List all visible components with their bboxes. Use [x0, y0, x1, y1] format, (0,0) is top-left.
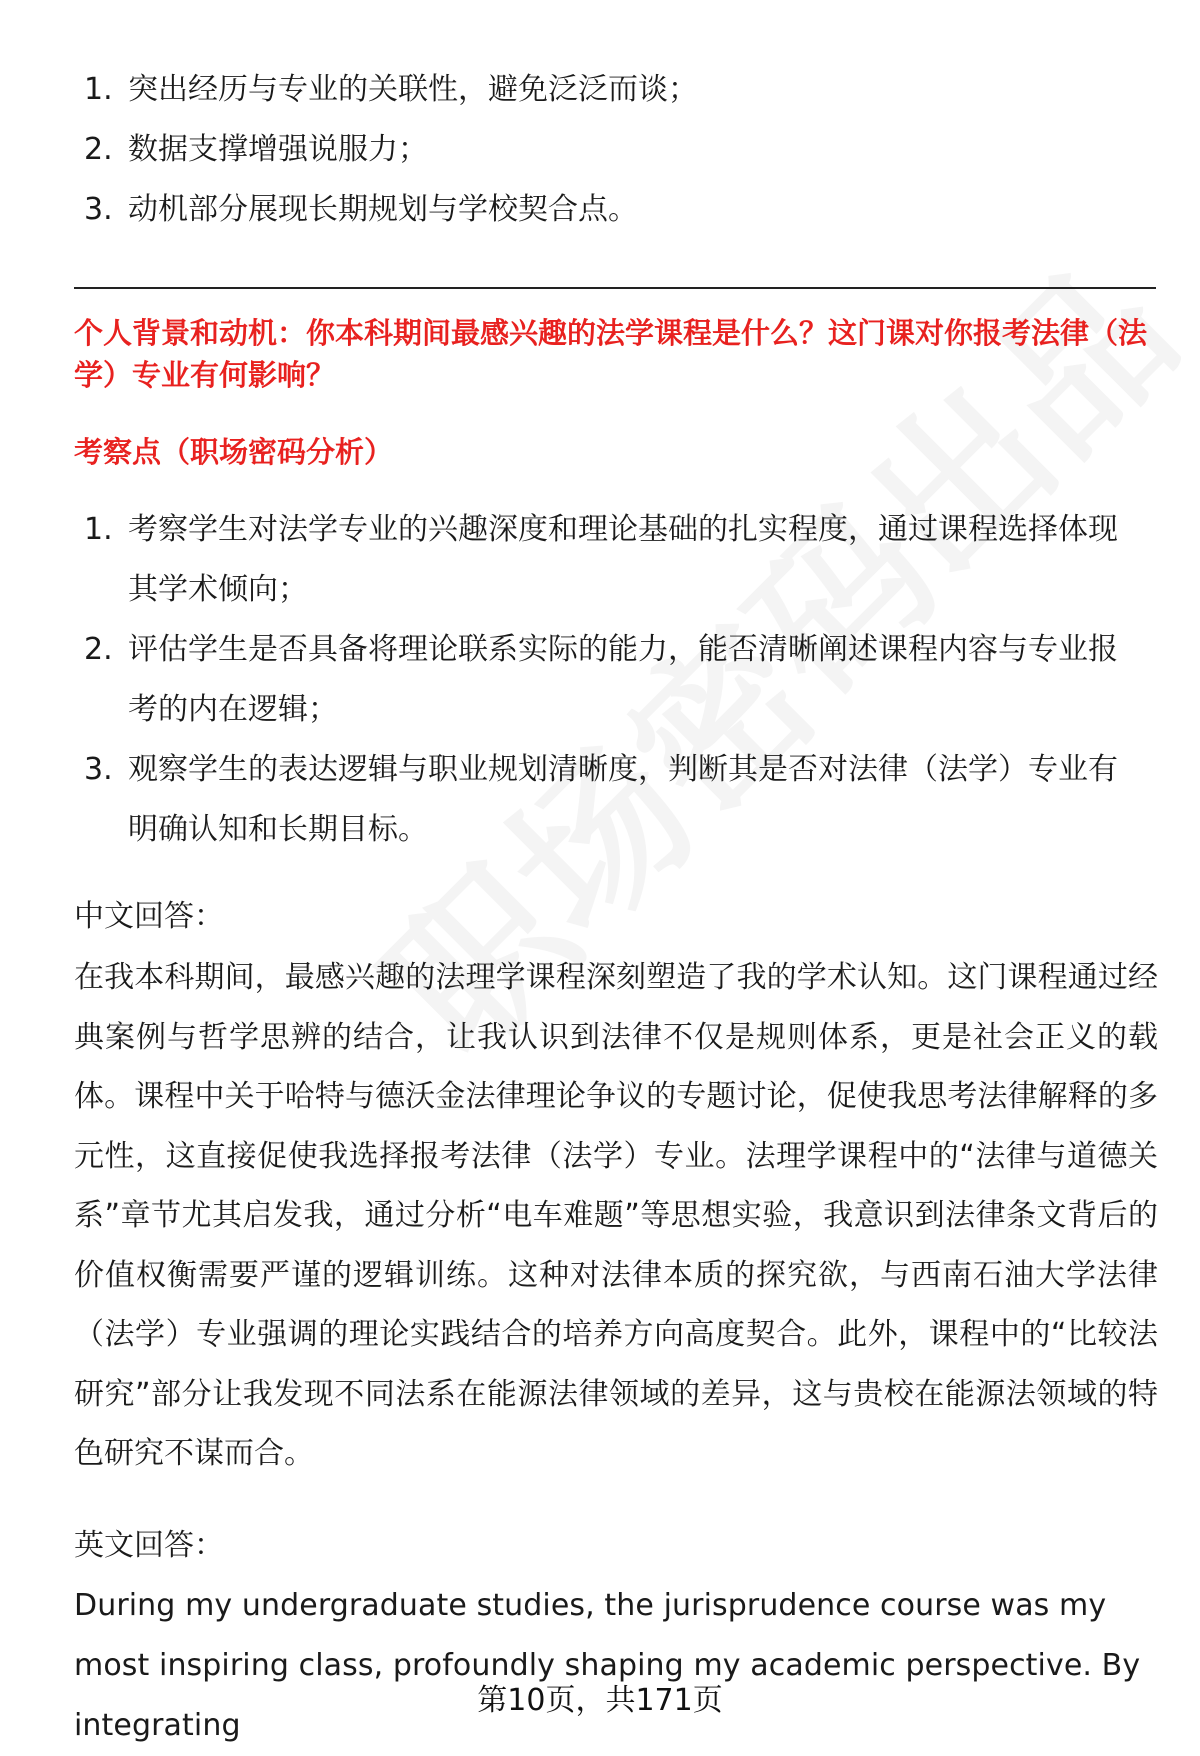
english-answer-text: During my undergraduate studies, the jurisprudence course was my most inspiring class, profoundly shaping my academic perspective. By integrating	[74, 1588, 1141, 1743]
list-item	[0, 500, 1200, 620]
tips-list	[0, 60, 1200, 240]
list-text: 动机部分展现长期规划与学校契合点。	[128, 192, 638, 227]
list-number: 2.	[84, 632, 113, 667]
english-answer-label: 英文回答：	[74, 1528, 224, 1563]
section-divider	[74, 287, 1156, 289]
list-number: 1.	[84, 512, 113, 547]
chinese-answer-text: 在我本科期间，最感兴趣的法理学课程深刻塑造了我的学术认知。这门课程通过经典案例与哲学思辨的结合，让我认识到法律不仅是规则体系，更是社会正义的载体。课程中关于哈特与德沃金法律理论争议的专题讨论，促使我思考法律解释的多元性，这直接促使我选择报考法律（法学）专业。法理学课程中的“法律与道德关系”章节尤其启发我，通过分析“电车难题”等思想实验，我意识到法律条文背后的价值权衡需要严谨的逻辑训练。这种对法律本质的探究欲，与西南石油大学法律（法学）专业强调的理论实践结合的培养方向高度契合。此外，课程中的“比较法研究”部分让我发现不同法系在能源法律领域的差异，这与贵校在能源法领域的特色研究不谋而合。	[74, 960, 1158, 1471]
page-number-footer: 第10页，共171页	[477, 1683, 723, 1718]
list-item	[0, 180, 1200, 240]
list-text: 评估学生是否具备将理论联系实际的能力，能否清晰阐述课程内容与专业报考的内在逻辑；	[128, 632, 1118, 727]
question-title: 个人背景和动机：你本科期间最感兴趣的法学课程是什么？这门课对你报考法律（法学）专业有何影响？	[74, 316, 1148, 392]
list-text: 突出经历与专业的关联性，避免泛泛而谈；	[128, 72, 698, 107]
list-number: 3.	[84, 752, 113, 787]
list-text: 考察学生对法学专业的兴趣深度和理论基础的扎实程度，通过课程选择体现其学术倾向；	[128, 512, 1118, 607]
list-number: 1.	[84, 72, 113, 107]
chinese-answer-label: 中文回答：	[74, 899, 224, 934]
question-subtitle: 考察点（职场密码分析）	[74, 435, 394, 469]
list-number: 3.	[84, 192, 113, 227]
list-item	[0, 60, 1200, 120]
list-item	[0, 620, 1200, 740]
assessment-points-list	[0, 500, 1200, 860]
list-text: 观察学生的表达逻辑与职业规划清晰度，判断其是否对法律（法学）专业有明确认知和长期目标。	[128, 752, 1118, 847]
list-item	[0, 740, 1200, 860]
list-item	[0, 120, 1200, 180]
list-text: 数据支撑增强说服力；	[128, 132, 428, 167]
list-number: 2.	[84, 132, 113, 167]
